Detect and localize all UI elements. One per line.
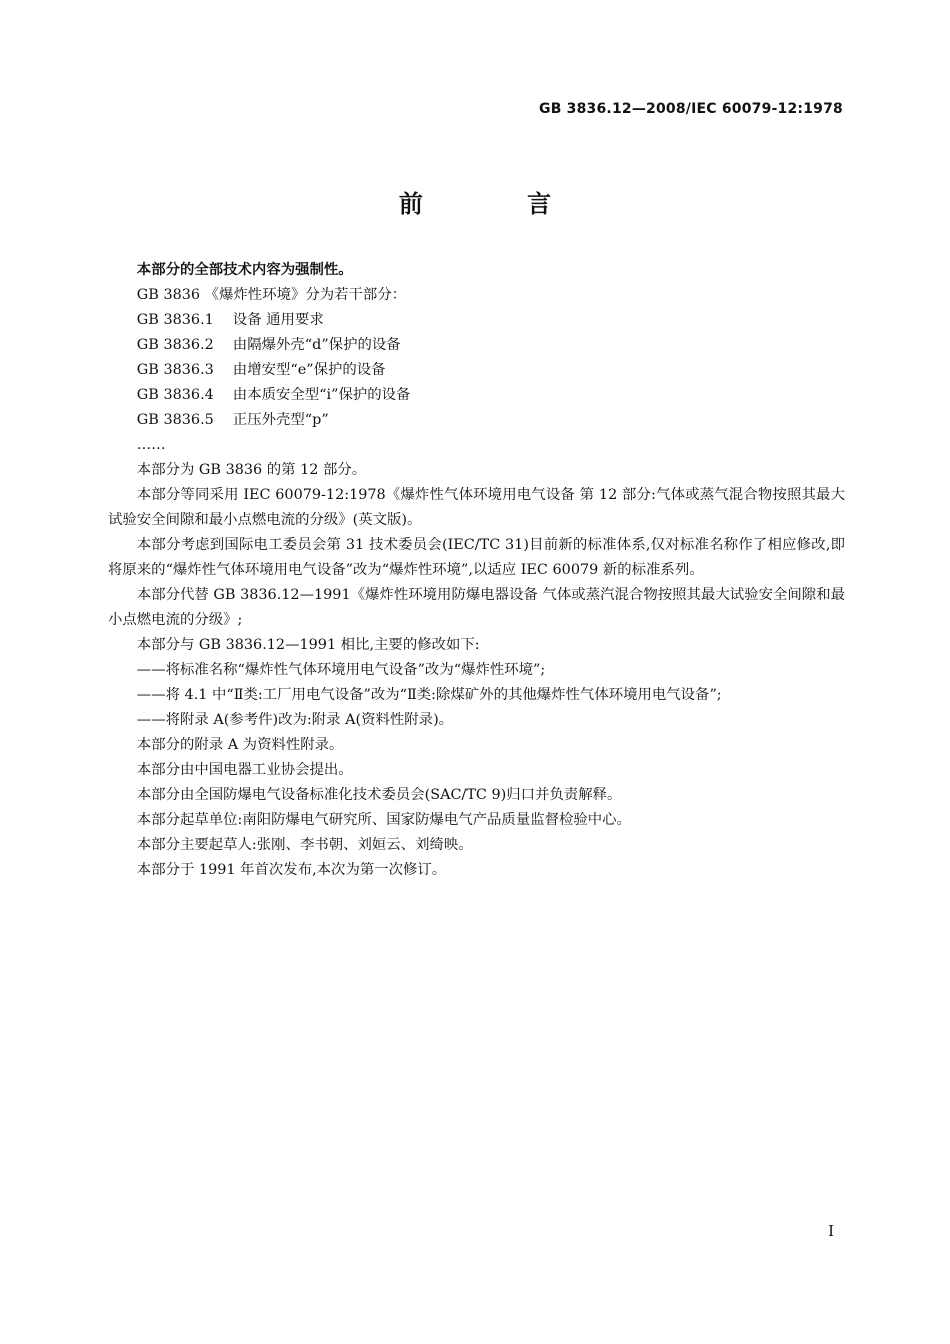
part-item xyxy=(108,333,845,358)
page-number: I xyxy=(828,1222,834,1240)
mandatory-note: 本部分的全部技术内容为强制性。 xyxy=(136,262,353,278)
part-item xyxy=(108,383,845,408)
part-name: 由隔爆外壳“d”保护的设备 xyxy=(232,337,401,353)
part-item xyxy=(108,308,845,333)
change-item: ——将标准名称“爆炸性气体环境用电气设备”改为“爆炸性环境”; xyxy=(136,662,546,678)
part-item xyxy=(108,358,845,383)
part-code: GB 3836.2 xyxy=(136,337,214,353)
ellipsis: …… xyxy=(136,437,166,453)
part-item xyxy=(108,408,845,433)
paragraph: 本部分考虑到国际电工委员会第 31 技术委员会(IEC/TC 31)目前新的标准体系,仅对标准名称作了相应修改,即将原来的“爆炸性气体环境用电气设备”改为“爆炸性环境”,以适应 IEC 60079 新的标准系列。 xyxy=(108,537,845,578)
paragraph: 本部分与 GB 3836.12—1991 相比,主要的修改如下: xyxy=(136,637,480,653)
paragraph: 本部分等同采用 IEC 60079-12:1978《爆炸性气体环境用电气设备 第 12 部分:气体或蒸气混合物按照其最大试验安全间隙和最小点燃电流的分级》(英文版)。 xyxy=(108,487,845,528)
change-item: ——将 4.1 中“Ⅱ类:工厂用电气设备”改为“Ⅱ类:除煤矿外的其他爆炸性气体环境用电气设备”; xyxy=(136,687,722,703)
part-code: GB 3836.3 xyxy=(136,362,214,378)
part-name: 由本质安全型“i”保护的设备 xyxy=(232,387,411,403)
foreword-body xyxy=(108,258,845,883)
standard-code-header: GB 3836.12—2008/IEC 60079-12:1978 xyxy=(539,101,843,117)
part-name: 正压外壳型“p” xyxy=(232,412,329,428)
part-name: 设备 通用要求 xyxy=(232,312,324,328)
part-code: GB 3836.4 xyxy=(136,387,214,403)
paragraph: 本部分起草单位:南阳防爆电气研究所、国家防爆电气产品质量监督检验中心。 xyxy=(136,812,631,828)
series-intro: GB 3836 《爆炸性环境》分为若干部分： xyxy=(136,287,407,303)
page-title: 前 言 xyxy=(398,190,600,218)
paragraph: 本部分代替 GB 3836.12—1991《爆炸性环境用防爆电器设备 气体或蒸汽混合物按照其最大试验安全间隙和最小点燃电流的分级》; xyxy=(108,587,845,628)
part-code: GB 3836.1 xyxy=(136,312,214,328)
part-code: GB 3836.5 xyxy=(136,412,214,428)
paragraph: 本部分于 1991 年首次发布,本次为第一次修订。 xyxy=(136,862,447,878)
part-name: 由增安型“e”保护的设备 xyxy=(232,362,386,378)
paragraph: 本部分由全国防爆电气设备标准化技术委员会(SAC/TC 9)归口并负责解释。 xyxy=(136,787,622,803)
paragraph: 本部分主要起草人:张刚、李书朝、刘姮云、刘绮映。 xyxy=(136,837,473,853)
paragraph: 本部分的附录 A 为资料性附录。 xyxy=(136,737,344,753)
paragraph: 本部分由中国电器工业协会提出。 xyxy=(136,762,353,778)
paragraph: 本部分为 GB 3836 的第 12 部分。 xyxy=(136,462,367,478)
change-item: ——将附录 A(参考件)改为:附录 A(资料性附录)。 xyxy=(136,712,454,728)
